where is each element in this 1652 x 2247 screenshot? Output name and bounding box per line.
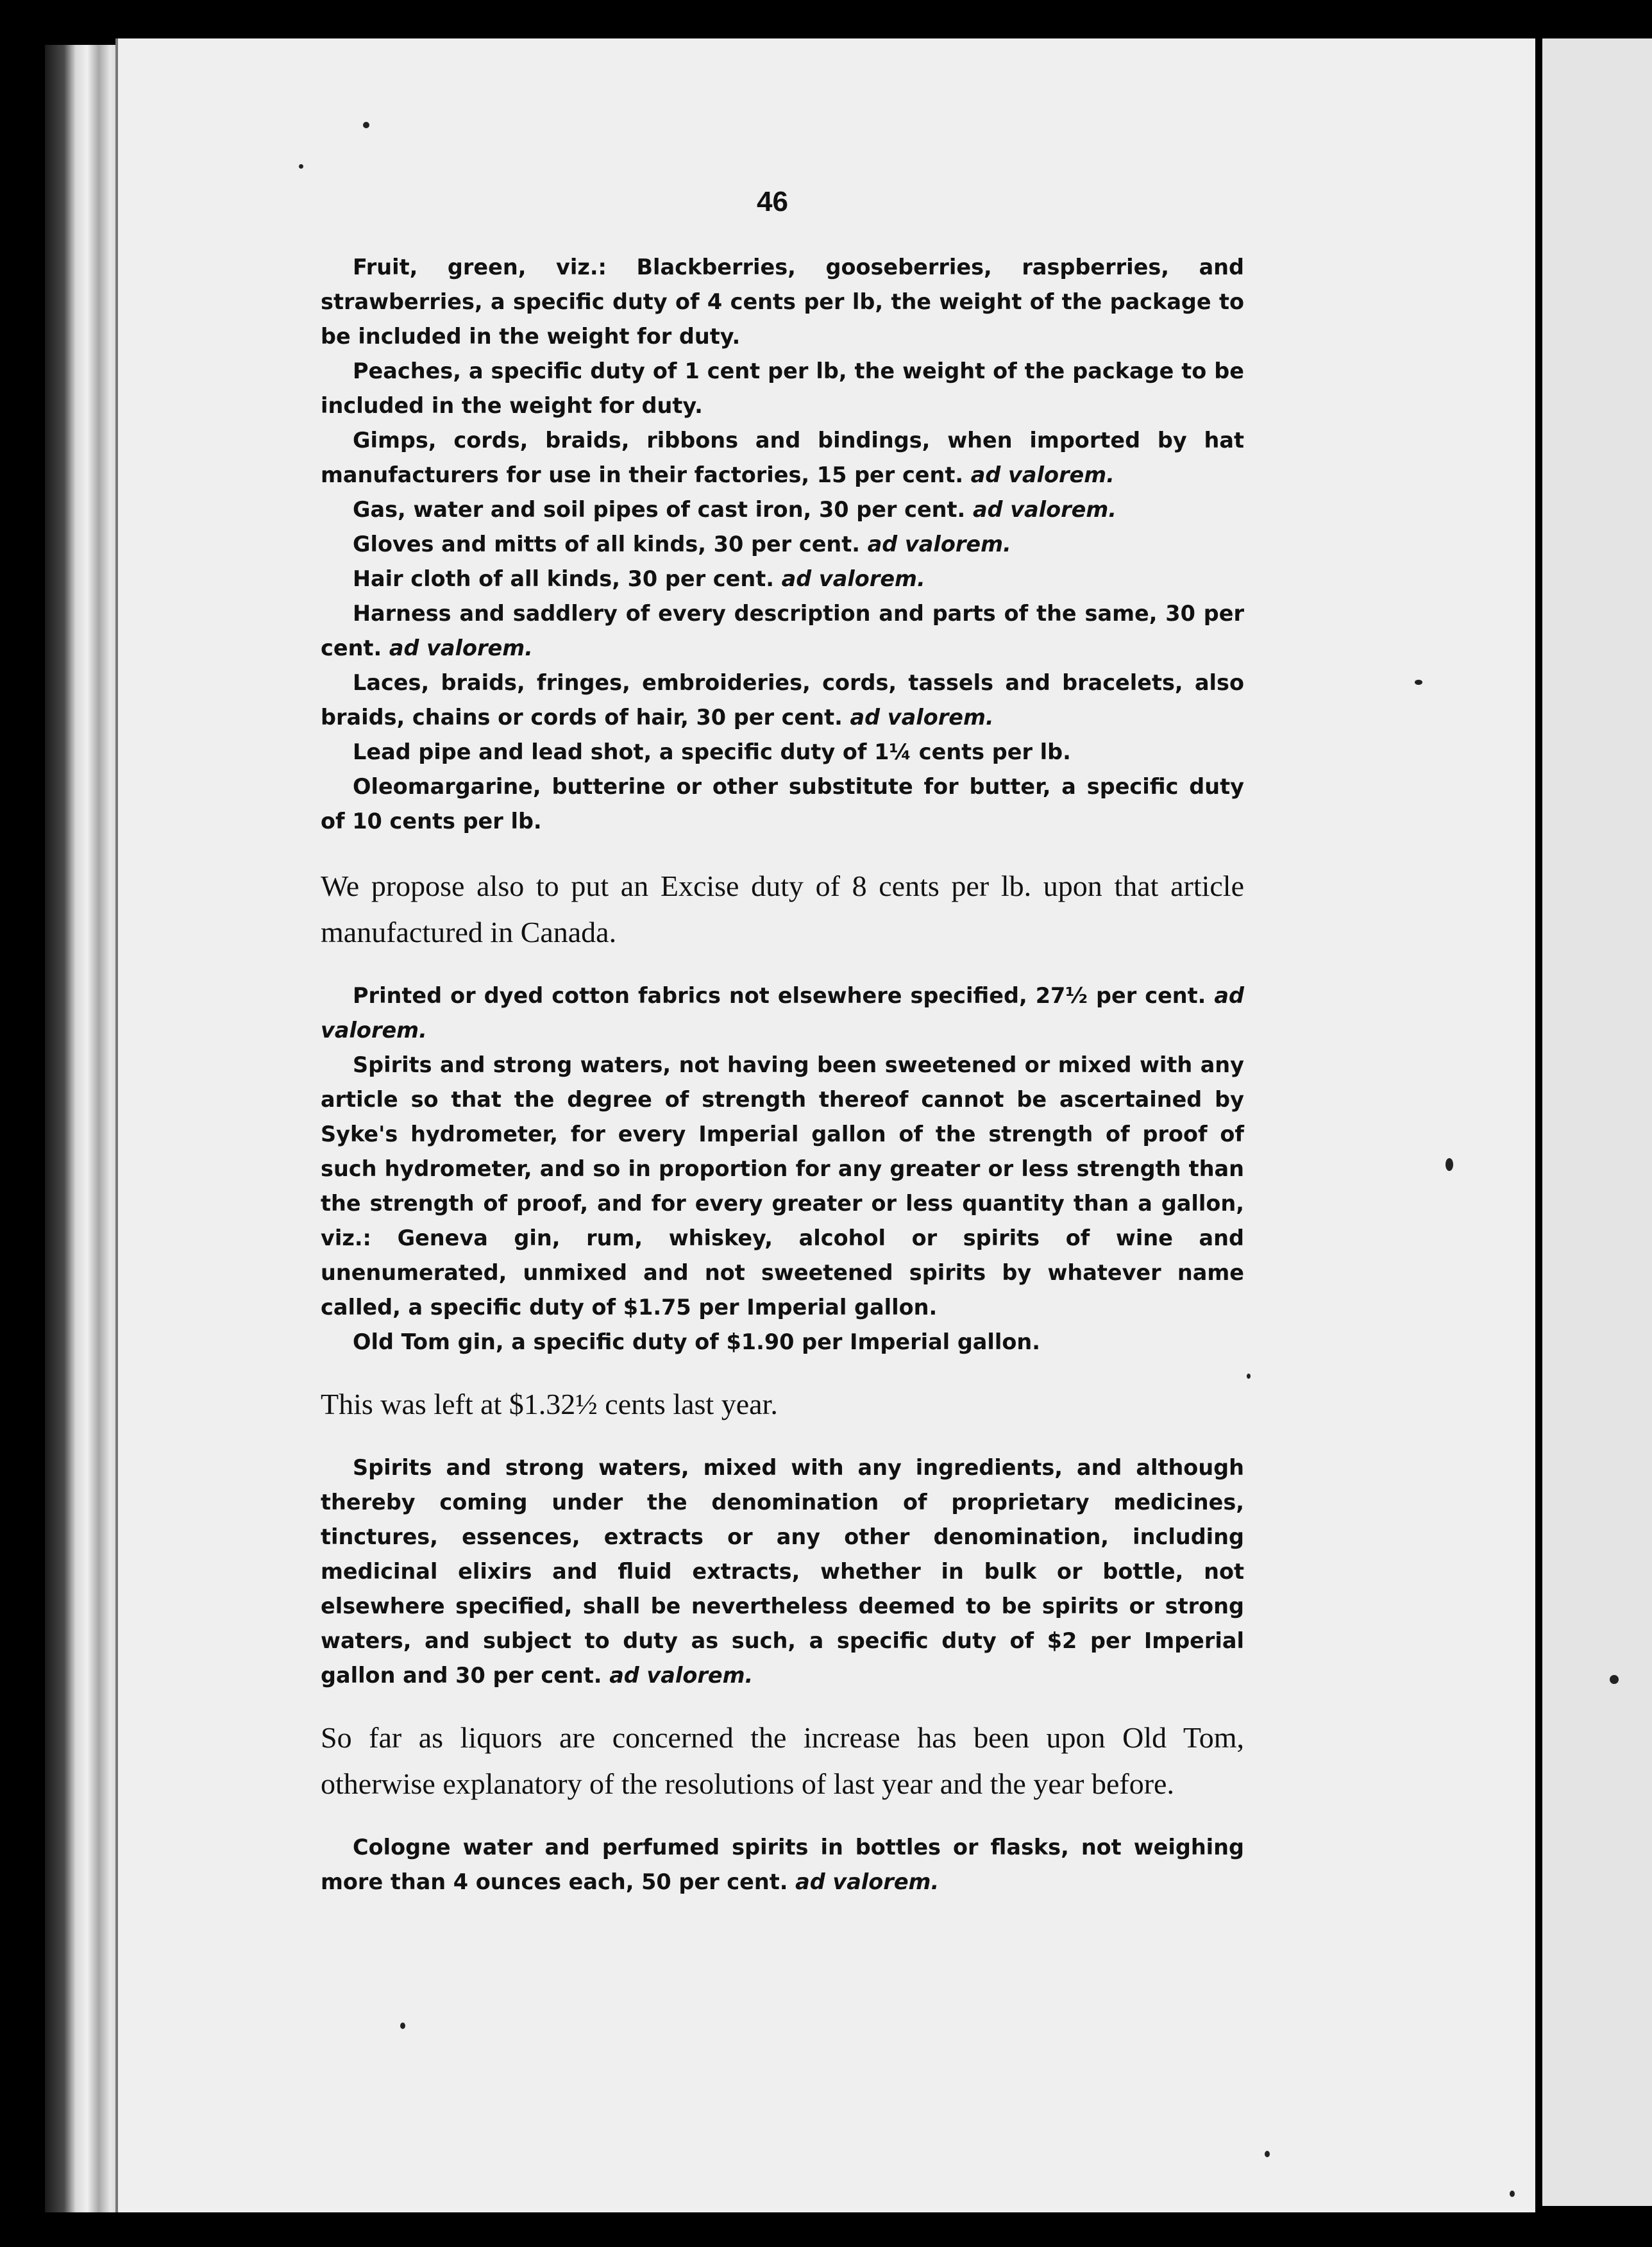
ink-speck <box>1510 2191 1515 2197</box>
paragraph: Oleomargarine, butterine or other substitute for butter, a specific duty of 10 cents per lb. <box>321 774 1244 834</box>
paragraph: Spirits and strong waters, mixed with any ingredients, and although thereby coming under the denomination of proprietary medicines, tinctures, essences, extracts or any other denomination, including medicinal elixirs and fluid extracts, whether in bulk or bottle, not elsewhere specified, shall be nevertheless deemed to be spirits or strong waters, and subject to duty as such, a specific duty of $2 per Imperial gallon and 30 per cent. ad valorem. <box>321 1455 1244 1688</box>
ink-speck <box>363 122 369 128</box>
paragraph: Spirits and strong waters, not having been sweetened or mixed with any article so that the degree of strength thereof cannot be ascertained by Syke's hydrometer, for every Imperial gallon of the strength of proof of such hydrometer, and so in proportion for any greater or less strength than the strength of proof, and for every greater or less quantity than a gallon, viz.: Geneva gin, rum, whiskey, alcohol or spirits of wine and unenumerated, unmixed and not sweetened spirits by whatever name called, a specific duty of $1.75 per Imperial gallon. <box>321 1052 1244 1320</box>
paragraph: Old Tom gin, a specific duty of $1.90 per Imperial gallon. <box>353 1329 1040 1354</box>
ink-speck <box>1446 1158 1453 1171</box>
commentary-paragraph: This was left at $1.32½ cents last year. <box>321 1388 778 1420</box>
ink-speck <box>1610 1675 1619 1684</box>
ink-speck <box>299 164 303 169</box>
paragraph: Gloves and mitts of all kinds, 30 per cent. ad valorem. <box>353 532 1011 557</box>
paragraph: Printed or dyed cotton fabrics not elsewhere specified, 27½ per cent. ad valorem. <box>321 983 1244 1043</box>
paragraph: Hair cloth of all kinds, 30 per cent. ad valorem. <box>353 566 925 591</box>
paragraph: Gas, water and soil pipes of cast iron, 30 per cent. ad valorem. <box>353 497 1117 522</box>
page-number: 46 <box>757 186 788 217</box>
paragraph: Gimps, cords, braids, ribbons and bindings, when imported by hat manufacturers for use in their factories, 15 per cent. ad valorem. <box>321 428 1244 487</box>
body-text <box>321 250 1244 1899</box>
paragraph: Harness and saddlery of every description and parts of the same, 30 per cent. ad valorem. <box>321 601 1244 661</box>
paragraph: Lead pipe and lead shot, a specific duty of 1¼ cents per lb. <box>353 739 1071 764</box>
commentary-paragraph: We propose also to put an Excise duty of 8 cents per lb. upon that article manufactured in Canada. <box>321 870 1244 948</box>
paragraph: Peaches, a specific duty of 1 cent per lb, the weight of the package to be included in the weight for duty. <box>321 358 1244 418</box>
paragraph: Laces, braids, fringes, embroideries, cords, tassels and bracelets, also braids, chains or cords of hair, 30 per cent. ad valorem. <box>321 670 1244 730</box>
paragraph: Cologne water and perfumed spirits in bottles or flasks, not weighing more than 4 ounces each, 50 per cent. ad valorem. <box>321 1835 1244 1894</box>
ink-speck <box>400 2023 405 2029</box>
facing-page-edge <box>1542 38 1652 2206</box>
commentary-paragraph: So far as liquors are concerned the increase has been upon Old Tom, otherwise explanatory of the resolutions of last year and the year before. <box>321 1721 1244 1800</box>
ink-speck <box>1247 1374 1251 1379</box>
ink-speck <box>1265 2151 1270 2157</box>
ink-speck <box>1415 680 1422 685</box>
paragraph: Fruit, green, viz.: Blackberries, gooseberries, raspberries, and strawberries, a specific duty of 4 cents per lb, the weight of the package to be included in the weight for duty. <box>321 255 1244 349</box>
book-binding <box>45 45 122 2212</box>
